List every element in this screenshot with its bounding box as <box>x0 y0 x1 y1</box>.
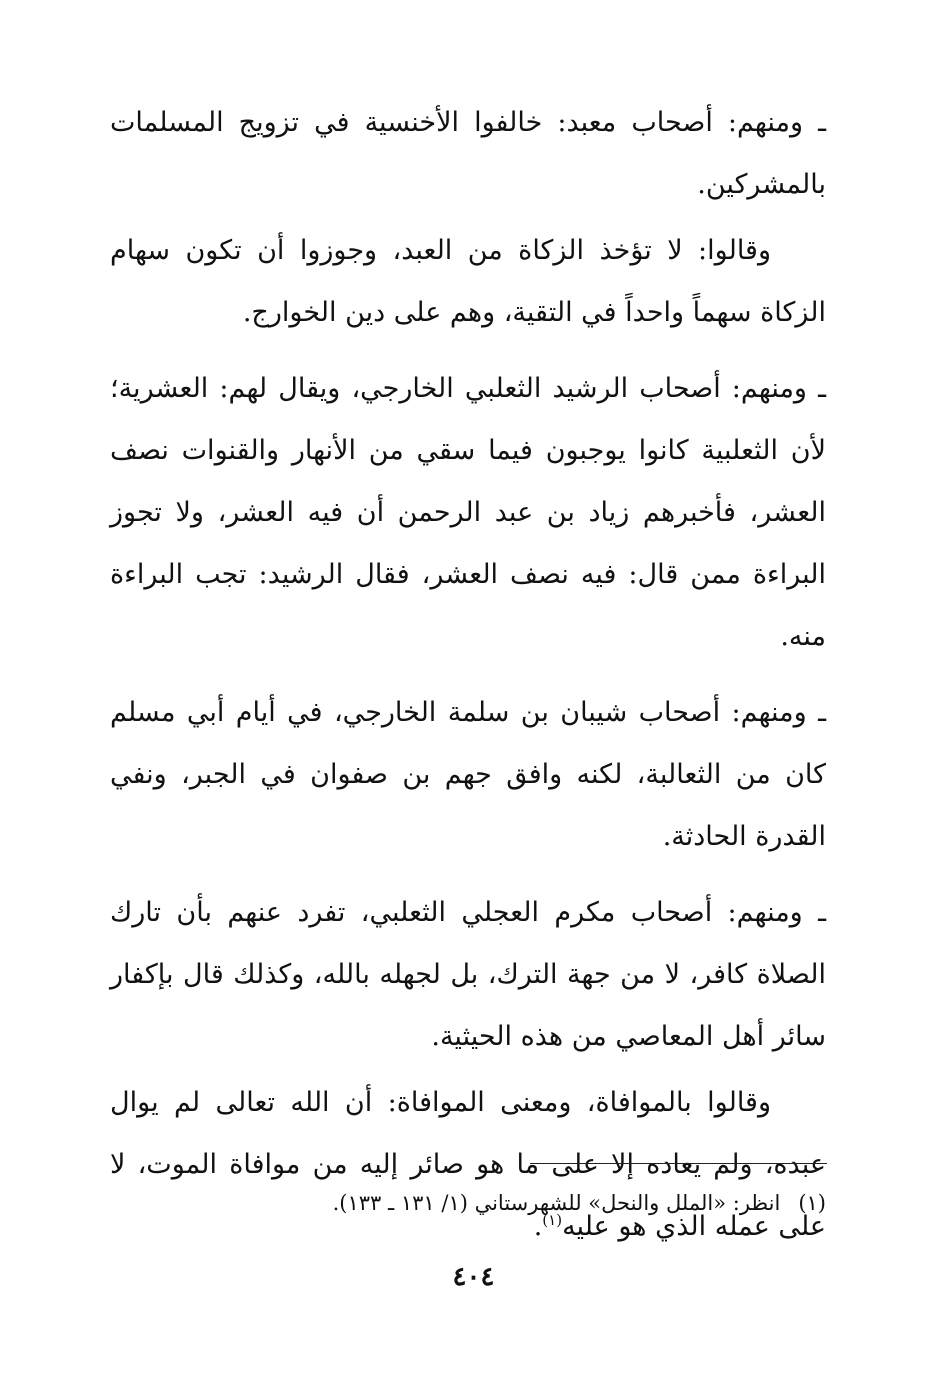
paragraph-mukram: ـ ومنهم: أصحاب مكرم العجلي الثعلبي، تفرد عنهم بأن تارك الصلاة كافر، لا من جهة الترك، بل لجهله بالله، وكذلك قال بإكفار سائر أهل المعاصي من هذه الحيثية. <box>110 897 826 1052</box>
footnote-reference[interactable]: (١) <box>542 1211 563 1229</box>
paragraph-rashid: ـ ومنهم: أصحاب الرشيد الثعلبي الخارجي، ويقال لهم: العشرية؛ لأن الثعلبية كانوا يوجبون فيما سقي من الأنهار والقنوات نصف العشر، فأخبرهم زياد بن عبد الرحمن أن فيه العشر، ولا تجوز البراءة ممن قال: فيه نصف العشر، فقال الرشيد: تجب البراءة منه. <box>110 373 826 652</box>
paragraph-end-period: . <box>533 1211 543 1242</box>
paragraph-muwafat-text: وقالوا بالموافاة، ومعنى الموافاة: أن الله تعالى لم يوال عبده، ولم يعاده إلا على ما هو صائر إليه من موافاة الموت، لا على عمله الذي هو عليه <box>110 1087 826 1242</box>
paragraph-muwafat <box>110 1072 826 1258</box>
footnote-text: انظر: «الملل والنحل» للشهرستاني (١/ ١٣١ ـ ١٣٣). <box>332 1191 781 1215</box>
paragraph-zakat: وقالوا: لا تؤخذ الزكاة من العبد، وجوزوا أن تكون سهام الزكاة سهماً واحداً في التقية، وهم على دين الخوارج. <box>110 235 826 328</box>
footnote <box>110 1186 826 1220</box>
paragraph-mabad: ـ ومنهم: أصحاب معبد: خالفوا الأخنسية في تزويج المسلمات بالمشركين. <box>110 107 826 200</box>
main-text <box>110 92 826 1262</box>
footnote-number: (١) <box>798 1191 826 1215</box>
footnote-divider <box>530 1163 827 1164</box>
page-number: ٤٠٤ <box>452 1262 495 1292</box>
paragraph-shayban: ـ ومنهم: أصحاب شيبان بن سلمة الخارجي، في أيام أبي مسلم كان من الثعالبة، لكنه وافق جهم بن صفوان في الجبر، ونفي القدرة الحادثة. <box>110 697 826 852</box>
